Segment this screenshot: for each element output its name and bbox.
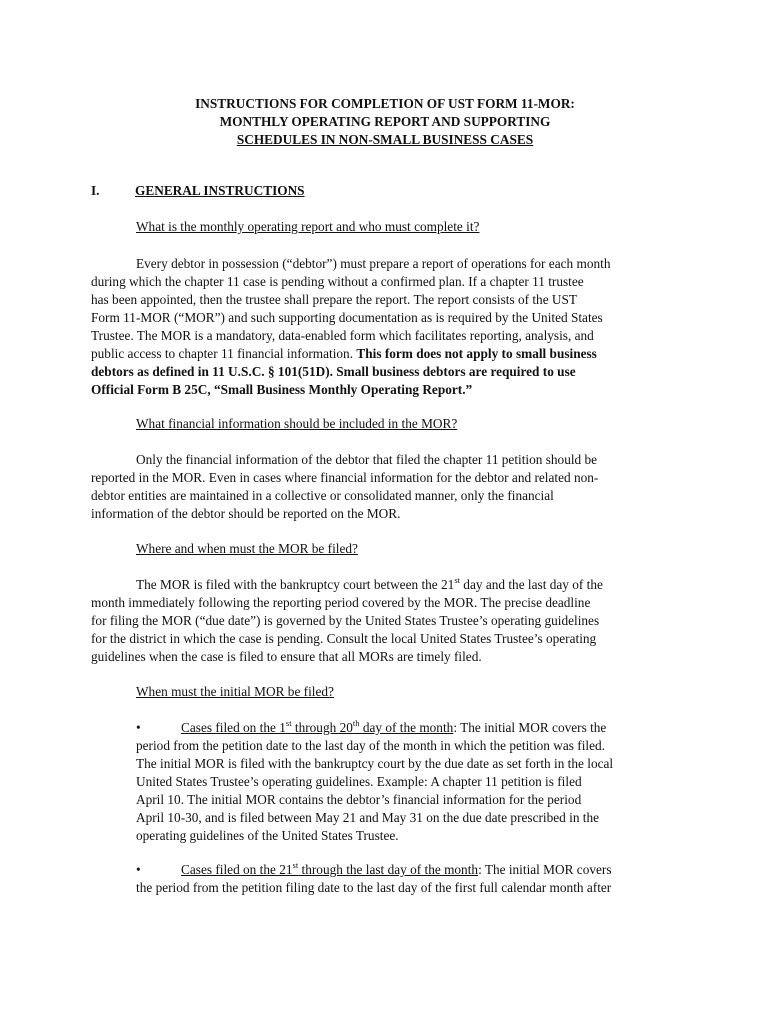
paragraph-3 (91, 576, 681, 666)
bold-notice: Official Form B 25C, “Small Business Monthly Operating Report.” (91, 382, 473, 397)
bullet-label-text: through the last day of the month (298, 862, 479, 877)
ordinal-suffix: th (352, 718, 360, 728)
bullet-line (136, 861, 684, 879)
paragraph-line: Every debtor in possession (“debtor”) must prepare a report of operations for each month (136, 256, 611, 271)
paragraph-line: Trustee. The MOR is a mandatory, data-enabled form which facilitates reporting, analysis, and (91, 328, 594, 343)
bullet-line: April 10-30, and is filed between May 21 and May 31 on the due date prescribed in the (136, 810, 600, 825)
bold-notice: debtors as defined in 11 U.S.C. § 101(51D). Small business debtors are required to use (91, 364, 576, 379)
title-line-3: SCHEDULES IN NON-SMALL BUSINESS CASES (236, 132, 534, 147)
bold-notice: This form does not apply to small business (356, 346, 597, 361)
paragraph-2 (91, 451, 681, 523)
paragraph-line: has been appointed, then the trustee shall prepare the report. The report consists of the UST (91, 292, 578, 307)
question-1: What is the monthly operating report and who must complete it? (136, 219, 480, 234)
paragraph-line: reported in the MOR. Even in cases where financial information for the debtor and related non- (91, 470, 599, 485)
paragraph-line: Form 11-MOR (“MOR”) and such supporting documentation as is required by the United States (91, 310, 603, 325)
paragraph-line: guidelines when the case is filed to ensure that all MORs are timely filed. (91, 649, 482, 664)
ordinal-suffix: st (292, 860, 299, 870)
bullet-line: United States Trustee’s operating guidelines. Example: A chapter 11 petition is filed (136, 774, 582, 789)
paragraph-line: for filing the MOR (“due date”) is governed by the United States Trustee’s operating guidelines (91, 613, 600, 628)
paragraph-line: for the district in which the case is pending. Consult the local United States Trustee’s operating (91, 631, 597, 646)
paragraph-line: information of the debtor should be reported on the MOR. (91, 506, 401, 521)
document-title (0, 95, 770, 149)
bullet-text: : The initial MOR covers (478, 862, 612, 877)
bullet-line (136, 719, 684, 737)
title-line-1: INSTRUCTIONS FOR COMPLETION OF UST FORM 11-MOR: (195, 96, 575, 111)
ordinal-suffix: st (285, 718, 292, 728)
paragraph-text: public access to chapter 11 financial information. (91, 346, 357, 361)
bullet-item-1 (136, 719, 684, 845)
ordinal-suffix: st (454, 575, 460, 585)
paragraph-text: The MOR is filed with the bankruptcy court between the 21 (136, 577, 455, 592)
bullet-label (181, 862, 478, 877)
paragraph-line: Only the financial information of the debtor that filed the chapter 11 petition should be (136, 452, 598, 467)
title-line-2: MONTHLY OPERATING REPORT AND SUPPORTING (219, 114, 551, 129)
question-4: When must the initial MOR be filed? (136, 684, 334, 699)
bullet-icon: • (136, 720, 141, 735)
paragraph-text: day and the last day of the (459, 577, 603, 592)
paragraph-line: month immediately following the reporting period covered by the MOR. The precise deadline (91, 595, 591, 610)
paragraph-line (91, 345, 681, 363)
bullet-line: operating guidelines of the United States Trustee. (136, 828, 399, 843)
bullet-line: April 10. The initial MOR contains the debtor’s financial information for the period (136, 792, 582, 807)
paragraph-1 (91, 255, 681, 399)
bullet-line: the period from the petition filing date to the last day of the first full calendar month after (136, 880, 612, 895)
bullet-line: period from the petition date to the last day of the month in which the petition was filed. (136, 738, 605, 753)
bullet-label-text: Cases filed on the 1 (181, 720, 286, 735)
question-3: Where and when must the MOR be filed? (136, 541, 358, 556)
bullet-text: : The initial MOR covers the (453, 720, 607, 735)
section-title: GENERAL INSTRUCTIONS (135, 183, 305, 198)
bullet-line: The initial MOR is filed with the bankruptcy court by the due date as set forth in the local (136, 756, 614, 771)
bullet-label-text: through 20 (291, 720, 353, 735)
bullet-icon: • (136, 862, 141, 877)
bullet-label-text: day of the month (359, 720, 454, 735)
bullet-label (181, 720, 453, 735)
section-number: I. (91, 183, 100, 198)
section-heading (91, 182, 305, 200)
question-2: What financial information should be included in the MOR? (136, 416, 458, 431)
paragraph-line: debtor entities are maintained in a collective or consolidated manner, only the financial (91, 488, 554, 503)
paragraph-line: during which the chapter 11 case is pending without a confirmed plan. If a chapter 11 trustee (91, 274, 584, 289)
bullet-label-text: Cases filed on the 21 (181, 862, 293, 877)
paragraph-line (91, 576, 681, 594)
bullet-item-2 (136, 861, 684, 897)
